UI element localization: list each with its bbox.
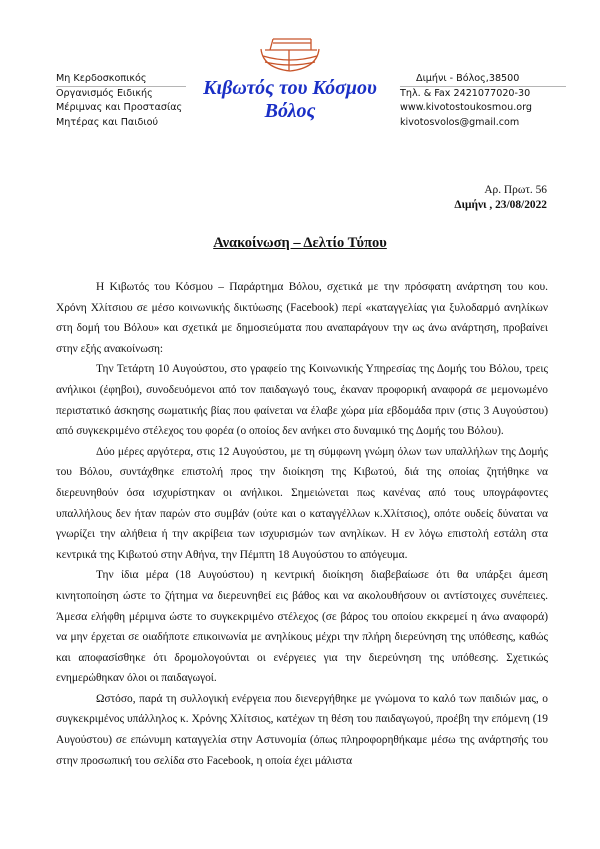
document-date: Διμήνι , 23/08/2022 [454, 199, 547, 211]
organization-description [56, 72, 186, 130]
website-link[interactable]: www.kivotostoukosmou.org [400, 102, 532, 114]
paragraph: Ωστόσο, παρά τη συλλογική ενέργεια που διενεργήθηκε με γνώμονα το καλό των παιδιών μας, ο συγκεκριμένος υπάλληλος κ. Χρόνης Χλίτσιος, κατέχων τη θέση του παιδαγωγού, προέβη την επόμενη (19 Αυγούστου) σε επώνυμη καταγγελία στην Αστυνομία (όπως πληροφορηθήκαμε μέσω της ανάρτησής του στην προσωπική του σελίδα στο Facebook, η οποία έχει μάλιστα [56, 692, 548, 767]
logo-subtitle: Βόλος [264, 100, 316, 122]
paragraph: Η Κιβωτός του Κόσμου – Παράρτημα Βόλου, σχετικά με την πρόσφατη ανάρτηση του κου. Χρόνη Χλίτσιου σε μέσο κοινωνικής δικτύωσης (Facebook) περί «καταγγελίας για ξυλοδαρμό ανηλίκων στη δομή του Βόλου» και σχετικά με δημοσιεύματα που αναπαράγουν την ως άνω ανάρτηση, προβαίνει στην εξής ανακοίνωση: [56, 281, 548, 355]
paragraph: Την Τετάρτη 10 Αυγούστου, στο γραφείο της Κοινωνικής Υπηρεσίας της Δομής του Βόλου, τρεις ανήλικοι (έφηβοι), συνοδευόμενοι από τον παιδαγωγό τους, έκαναν προφορική αναφορά σε μεμονωμένο περιστατικό άσκησης σωματικής βίας που φαίνεται να έλαβε χώρα μία εβδομάδα πριν (στις 3 Αυγούστου) από συγκεκριμένο στέλεχος του φορέα (ο οποίος δεν ανήκει στο δυναμικό της Δομής του Βόλου). [56, 363, 548, 438]
org-line: Οργανισμός Ειδικής [56, 88, 153, 100]
ark-icon [255, 36, 325, 74]
email-link[interactable]: kivotosvolos@gmail.com [400, 116, 520, 128]
document-title: Ανακοίνωση – Δελτίο Τύπου [213, 235, 387, 251]
logo [180, 36, 400, 122]
contact-info [400, 72, 566, 130]
org-line: Μητέρας και Παιδιού [56, 116, 159, 128]
protocol-number: Αρ. Πρωτ. 56 [484, 184, 547, 196]
org-line: Μέριμνας και Προστασίας [56, 102, 183, 114]
paragraph: Την ίδια μέρα (18 Αυγούστου) η κεντρική διοίκηση διαβεβαίωσε ότι θα υπάρξει άμεση κινητοποίηση ώστε το ζήτημα να διερευνηθεί εις βάθος και να ακολουθήσουν οι αντίστοιχες συνέπειες. Άμεσα ελήφθη μέριμνα ώστε το συγκεκριμένο στέλεχος (σε βάρος του οποίου εκκρεμεί η άνω αναφορά) να μην έρχεται σε οιαδήποτε επικοινωνία με ανηλίκους μέχρι την πλήρη διερεύνηση της υπόθεσης, καθώς και αποφασίσθηκε ότι δρομολογούνται οι ενέργειες για την διερεύνηση της υπόθεσης. Σχετικώς ενημερώθηκαν όλοι οι παιδαγωγοί. [56, 569, 548, 685]
paragraph: Δύο μέρες αργότερα, στις 12 Αυγούστου, με τη σύμφωνη γνώμη όλων των υπαλλήλων της Δομής του Βόλου, συντάχθηκε επιστολή προς την διοίκηση της Κιβωτού, διά της οποίας ζητήθηκε να διερευνηθούν όσα ισχυρίστηκαν οι ανήλικοι. Σημειώνεται πως κανένας από τους υπογράφοντες υπαλλήλους δεν ήταν παρών στο συμβάν (ούτε και ο καταγγέλλων κ.Χλίτσιος), οπότε ουδείς δύναται να γνωρίζει την αλήθεια ή την ακρίβεια των ισχυρισμών των ανηλίκων. Η εν λόγω επιστολή εστάλη στα κεντρικά της Κιβωτού στην Αθήνα, την Πέμπτη 18 Αυγούστου το απόγευμα. [56, 445, 548, 561]
logo-title: Κιβωτός του Κόσμου [203, 77, 377, 99]
org-line: Μη Κερδοσκοπικός [56, 73, 147, 84]
document-body [56, 277, 548, 771]
address: Διμήνι - Βόλος,38500 [416, 73, 520, 84]
phone-fax: Τηλ. & Fax 2421077020-30 [400, 88, 531, 100]
